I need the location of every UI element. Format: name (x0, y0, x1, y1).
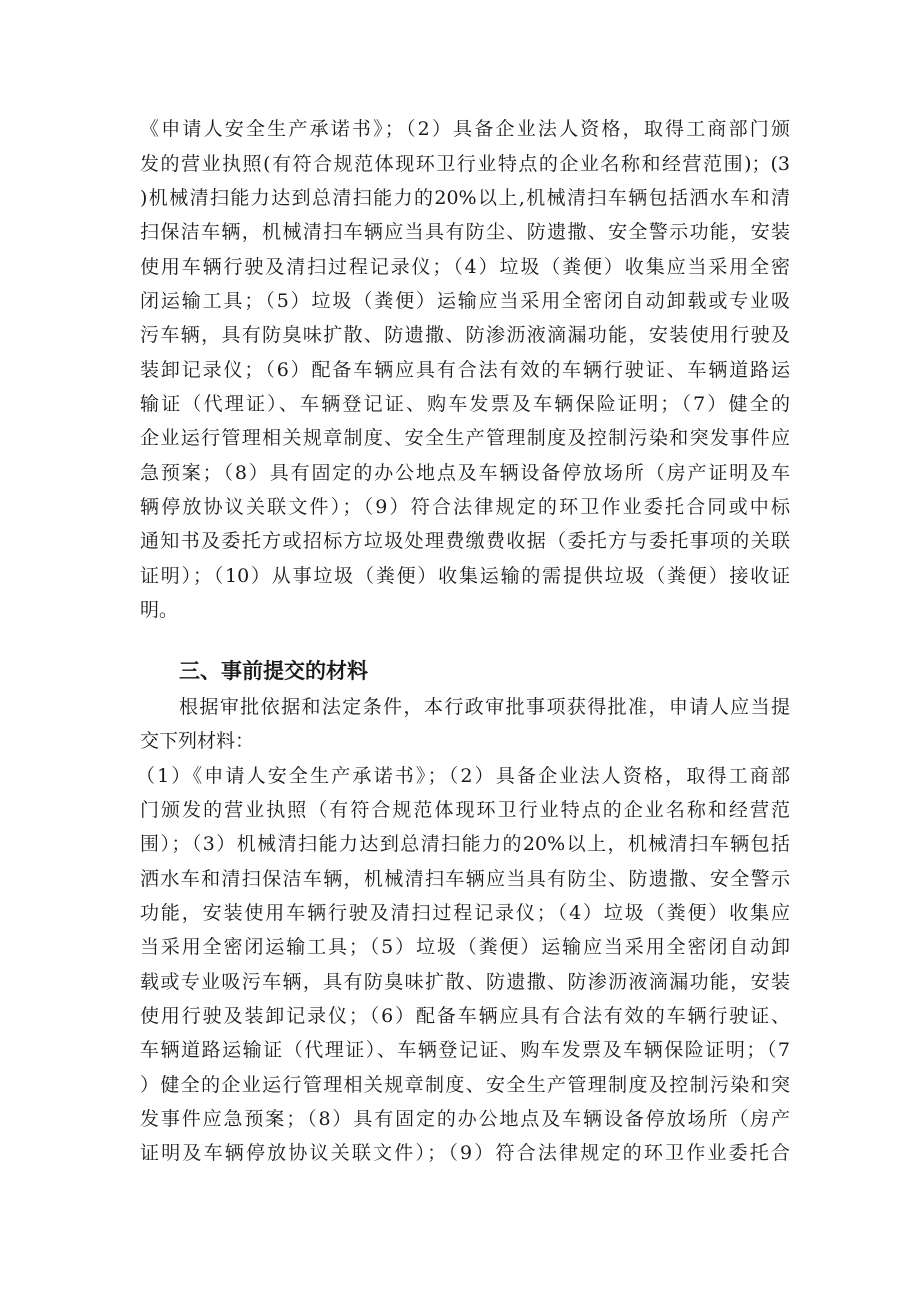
text-line: 急预案；（8）具有固定的办公地点及车辆设备停放场所（房产证明及车 (140, 462, 790, 484)
text-line: ）健全的企业运行管理相关规章制度、安全生产管理制度及控制污染和突 (140, 1074, 790, 1096)
section-heading: 三、事前提交的材料 (179, 659, 368, 683)
text-line: 装卸记录仪；（6）配备车辆应具有合法有效的车辆行驶证、车辆道路运 (140, 359, 790, 381)
text-line: 明。 (140, 599, 179, 621)
text-line: 证明及车辆停放协议关联文件）；（9）符合法律规定的环卫作业委托合 (140, 1142, 790, 1164)
text-line: 根据审批依据和法定条件，本行政审批事项获得批准，申请人应当提 (179, 696, 790, 718)
text-line: 发的营业执照(有符合规范体现环卫行业特点的企业名称和经营范围)；(3 (140, 153, 790, 175)
text-line: 洒水车和清扫保洁车辆，机械清扫车辆应当具有防尘、防遗撒、安全警示 (140, 868, 790, 890)
text-line: 围）；（3）机械清扫能力达到总清扫能力的20%以上，机械清扫车辆包括 (140, 833, 790, 855)
text-line: 闭运输工具；（5）垃圾（粪便）运输应当采用全密闭自动卸载或专业吸 (140, 290, 790, 312)
text-line: 门颁发的营业执照（有符合规范体现环卫行业特点的企业名称和经营范 (140, 799, 790, 821)
text-line: 《申请人安全生产承诺书》；（2）具备企业法人资格，取得工商部门颁 (140, 118, 790, 140)
text-line: 发事件应急预案；（8）具有固定的办公地点及车辆设备停放场所（房产 (140, 1108, 790, 1130)
text-line: 交下列材料： (140, 730, 255, 752)
text-line: 使用行驶及装卸记录仪；（6）配备车辆应具有合法有效的车辆行驶证、 (140, 1005, 790, 1027)
text-line: 辆停放协议关联文件）；（9）符合法律规定的环卫作业委托合同或中标 (140, 496, 790, 518)
text-line: 车辆道路运输证（代理证）、车辆登记证、购车发票及车辆保险证明；（7 (140, 1039, 790, 1061)
text-line: 功能，安装使用车辆行驶及清扫过程记录仪；（4）垃圾（粪便）收集应 (140, 902, 790, 924)
text-line: 载或专业吸污车辆，具有防臭味扩散、防遗撒、防渗沥液滴漏功能，安装 (140, 971, 790, 993)
text-line: 扫保洁车辆，机械清扫车辆应当具有防尘、防遗撒、安全警示功能，安装 (140, 221, 790, 243)
text-line: 使用车辆行驶及清扫过程记录仪；（4）垃圾（粪便）收集应当采用全密 (140, 256, 790, 278)
text-line: )机械清扫能力达到总清扫能力的20%以上,机械清扫车辆包括洒水车和清 (140, 187, 790, 209)
text-line: （1）《申请人安全生产承诺书》；（2）具备企业法人资格，取得工商部 (136, 765, 790, 787)
text-line: 证明）；（10）从事垃圾（粪便）收集运输的需提供垃圾（粪便）接收证 (140, 565, 790, 587)
text-line: 通知书及委托方或招标方垃圾处理费缴费收据（委托方与委托事项的关联 (140, 530, 790, 552)
text-line: 污车辆，具有防臭味扩散、防遗撒、防渗沥液滴漏功能，安装使用行驶及 (140, 324, 790, 346)
text-line: 企业运行管理相关规章制度、安全生产管理制度及控制污染和突发事件应 (140, 427, 790, 449)
text-line: 输证（代理证）、车辆登记证、购车发票及车辆保险证明；（7）健全的 (140, 393, 790, 415)
text-line: 当采用全密闭运输工具；（5）垃圾（粪便）运输应当采用全密闭自动卸 (140, 936, 790, 958)
